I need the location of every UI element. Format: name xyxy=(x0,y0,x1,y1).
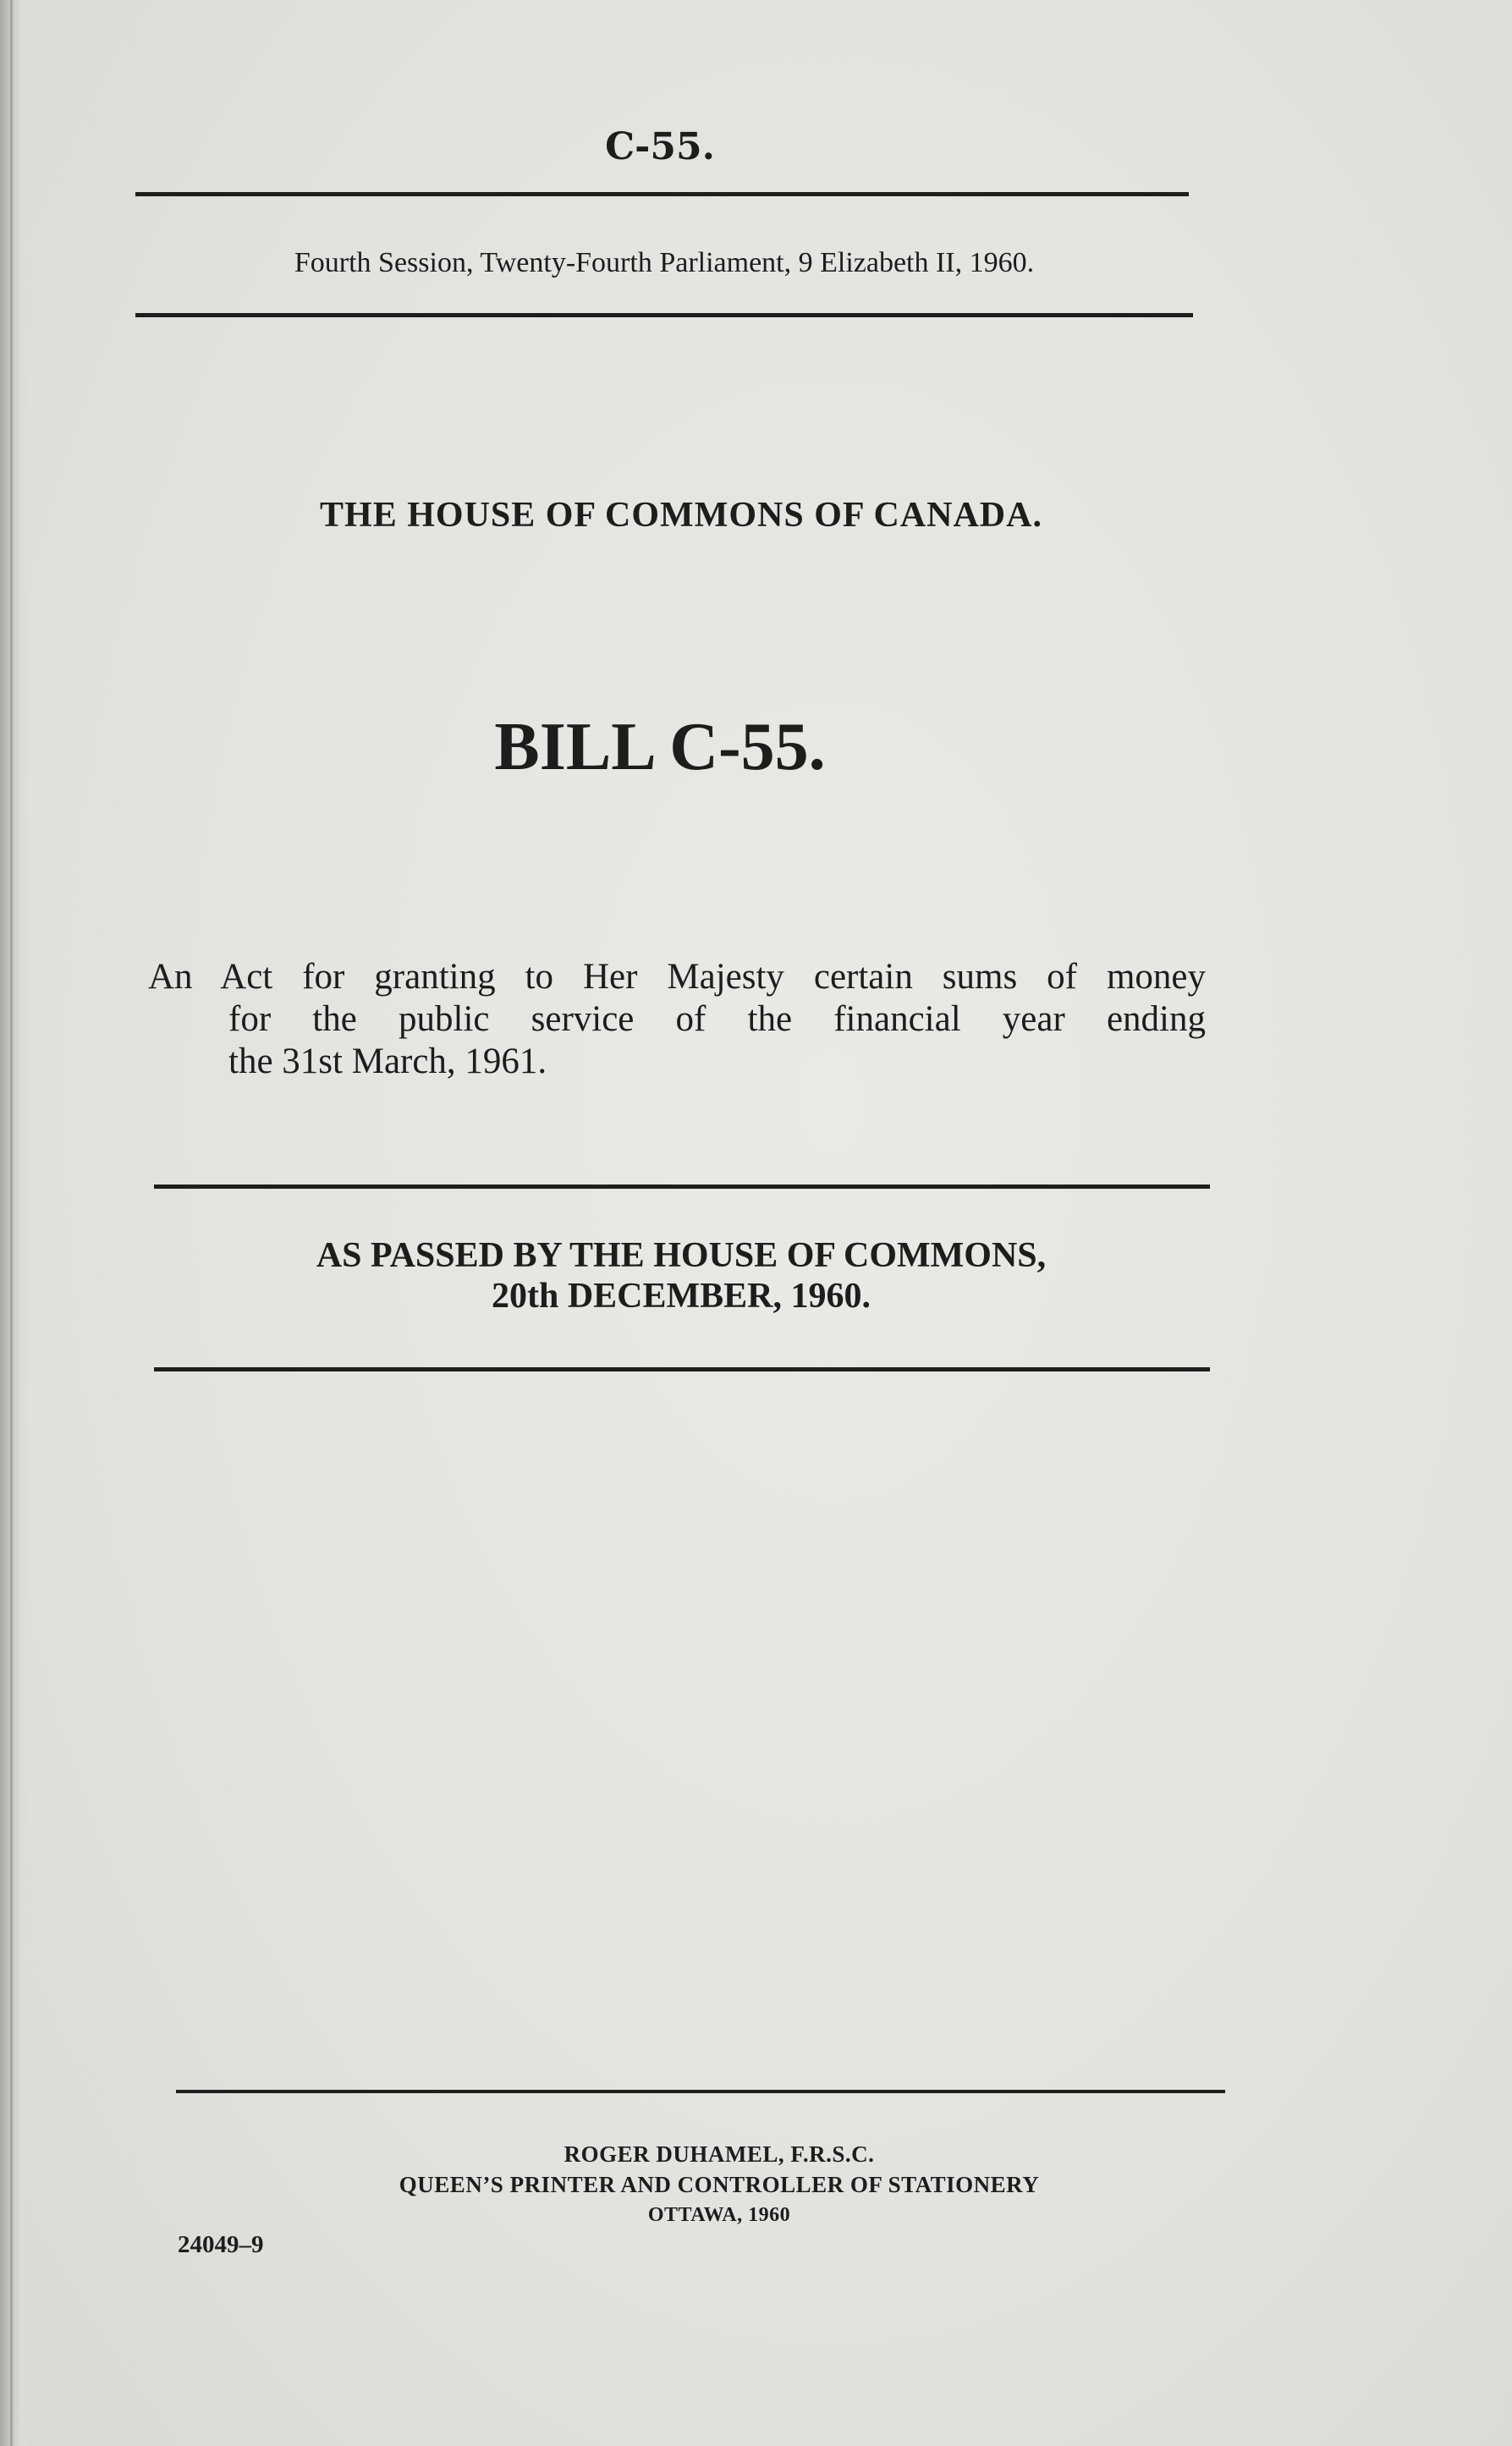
act-title-line-3: the 31st March, 1961. xyxy=(228,1042,547,1081)
passed-line-2: 20th DECEMBER, 1960. xyxy=(491,1277,871,1316)
printer-title: QUEEN’S PRINTER AND CONTROLLER OF STATIONERY xyxy=(399,2172,1040,2197)
book-spine-edge xyxy=(0,0,29,2446)
act-title-line-2: for the public service of the financial year ending xyxy=(228,999,1206,1039)
bill-number-header: C-55. xyxy=(605,125,715,168)
passed-bottom-rule xyxy=(154,1367,1210,1371)
footer-rule xyxy=(176,2090,1225,2093)
session-line: Fourth Session, Twenty-Fourth Parliament, 9 Elizabeth II, 1960. xyxy=(294,247,1035,278)
printer-place-year: OTTAWA, 1960 xyxy=(647,2204,791,2226)
printer-imprint xyxy=(195,2139,1244,2230)
act-title-line-1: An Act for granting to Her Majesty certain sums of money xyxy=(148,957,1206,997)
binding-line xyxy=(10,0,13,2446)
passed-line-1: AS PASSED BY THE HOUSE OF COMMONS, xyxy=(316,1236,1047,1275)
top-rule xyxy=(135,192,1189,196)
passed-top-rule xyxy=(154,1185,1210,1189)
session-rule xyxy=(135,313,1193,317)
passed-statement xyxy=(157,1235,1206,1316)
print-code: 24049–9 xyxy=(178,2231,264,2258)
bill-title: BILL C-55. xyxy=(494,710,826,784)
house-heading: THE HOUSE OF COMMONS OF CANADA. xyxy=(320,496,1042,535)
act-title xyxy=(148,956,1206,1083)
printer-name: ROGER DUHAMEL, F.R.S.C. xyxy=(564,2141,875,2167)
